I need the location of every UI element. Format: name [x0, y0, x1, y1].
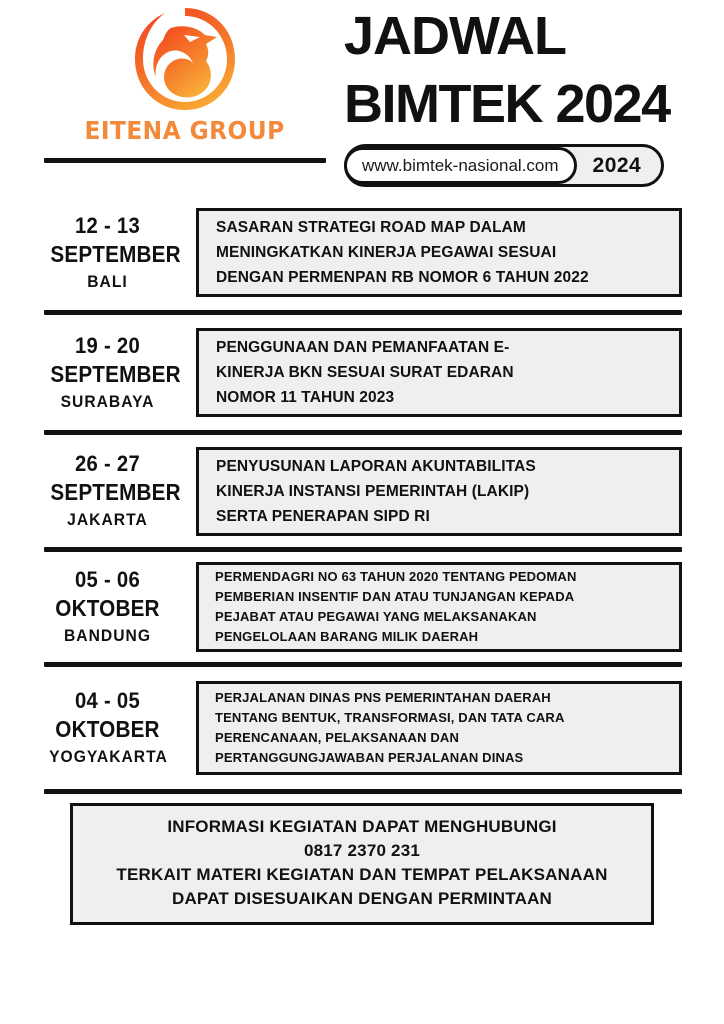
- entry-month: SEPTEMBER: [50, 240, 181, 267]
- entry-date-column: [44, 687, 175, 769]
- contact-info-box: [70, 803, 654, 925]
- entry-topic-box: [196, 447, 682, 536]
- topic-line: TENTANG BENTUK, TRANSFORMASI, DAN TATA CARA: [215, 710, 565, 725]
- header-divider: [44, 158, 326, 163]
- entry-date-column: [44, 332, 181, 414]
- topic-line: SASARAN STRATEGI ROAD MAP DALAM: [216, 219, 526, 236]
- topic-line: KINERJA INSTANSI PEMERINTAH (LAKIP): [216, 482, 530, 500]
- topic-line: PENYUSUNAN LAPORAN AKUNTABILITAS: [216, 457, 536, 475]
- entry-topic-box: [196, 208, 682, 297]
- entry-date-range: 19 - 20: [75, 332, 140, 358]
- topic-line: PERJALANAN DINAS PNS PEMERINTAHAN DAERAH: [215, 690, 551, 705]
- footer-spacer: [0, 794, 724, 803]
- eagle-head-circle-logo: [127, 4, 243, 116]
- entry-date-column: [44, 566, 175, 648]
- contact-heading: INFORMASI KEGIATAN DAPAT MENGHUBUNGI: [167, 817, 557, 836]
- schedule-entry[interactable]: [0, 667, 724, 789]
- topic-line: DENGAN PERMENPAN RB NOMOR 6 TAHUN 2022: [216, 269, 589, 286]
- entry-month: OKTOBER: [55, 595, 160, 621]
- topic-line: PENGELOLAAN BARANG MILIK DAERAH: [215, 629, 479, 644]
- schedule-entry[interactable]: [0, 315, 724, 430]
- entry-date-range: 04 - 05: [75, 688, 140, 713]
- entry-date-range: 12 - 13: [75, 212, 140, 238]
- footer-wrapper: [0, 803, 724, 925]
- contact-note-line-2: DAPAT DISESUAIKAN DENGAN PERMINTAAN: [171, 889, 553, 908]
- entry-month: SEPTEMBER: [50, 360, 181, 387]
- contact-phone[interactable]: 0817 2370 231: [303, 841, 421, 860]
- entry-divider: [44, 789, 682, 794]
- title-line-2: BIMTEK 2024: [344, 74, 670, 134]
- topic-line: SERTA PENERAPAN SIPD RI: [216, 507, 430, 525]
- topic-line: PERMENDAGRI NO 63 TAHUN 2020 TENTANG PEDOMAN: [215, 569, 577, 584]
- topic-line: PEMBERIAN INSENTIF DAN ATAU TUNJANGAN KEPADA: [215, 589, 575, 604]
- title-line-1: JADWAL: [344, 6, 566, 66]
- poster-header: [0, 0, 724, 195]
- entry-month: SEPTEMBER: [50, 479, 181, 505]
- entry-date-range: 26 - 27: [75, 451, 140, 476]
- schedule-list: [0, 195, 724, 794]
- topic-line: PERENCANAAN, PELAKSANAAN DAN: [215, 730, 459, 745]
- entry-city: BALI: [87, 271, 128, 291]
- contact-note-line-1: TERKAIT MATERI KEGIATAN DAN TEMPAT PELAKSANAAN: [116, 865, 608, 884]
- schedule-entry[interactable]: [0, 552, 724, 662]
- website-url[interactable]: www.bimtek-nasional.com: [344, 147, 577, 184]
- entry-date-column: [44, 212, 181, 294]
- brand-wordmark: EITENA GROUP: [84, 116, 286, 145]
- entry-city: JAKARTA: [67, 510, 148, 529]
- entry-topic-box: [196, 562, 682, 652]
- entry-date-range: 05 - 06: [75, 567, 140, 592]
- schedule-entry[interactable]: [0, 195, 724, 310]
- topic-line: MENINGKATKAN KINERJA PEGAWAI SESUAI: [216, 244, 557, 261]
- entry-city: SURABAYA: [60, 391, 155, 411]
- topic-line: PEJABAT ATAU PEGAWAI YANG MELAKSANAKAN: [215, 609, 537, 624]
- entry-month: OKTOBER: [55, 716, 160, 742]
- website-badge[interactable]: [344, 144, 664, 187]
- entry-topic-box: [196, 328, 682, 417]
- poster-title: [344, 2, 716, 138]
- entry-date-column: [44, 450, 181, 532]
- entry-city: BANDUNG: [63, 626, 152, 645]
- brand-block: [44, 4, 326, 144]
- topic-line: PERTANGGUNGJAWABAN PERJALANAN DINAS: [215, 750, 524, 765]
- badge-year: 2024: [592, 153, 642, 177]
- topic-line: PENGGUNAAN DAN PEMANFAATAN E-: [216, 339, 510, 356]
- schedule-entry[interactable]: [0, 435, 724, 547]
- entry-topic-box: [196, 681, 682, 775]
- topic-line: NOMOR 11 TAHUN 2023: [216, 389, 395, 406]
- topic-line: KINERJA BKN SESUAI SURAT EDARAN: [216, 364, 514, 381]
- entry-city: YOGYAKARTA: [49, 747, 168, 766]
